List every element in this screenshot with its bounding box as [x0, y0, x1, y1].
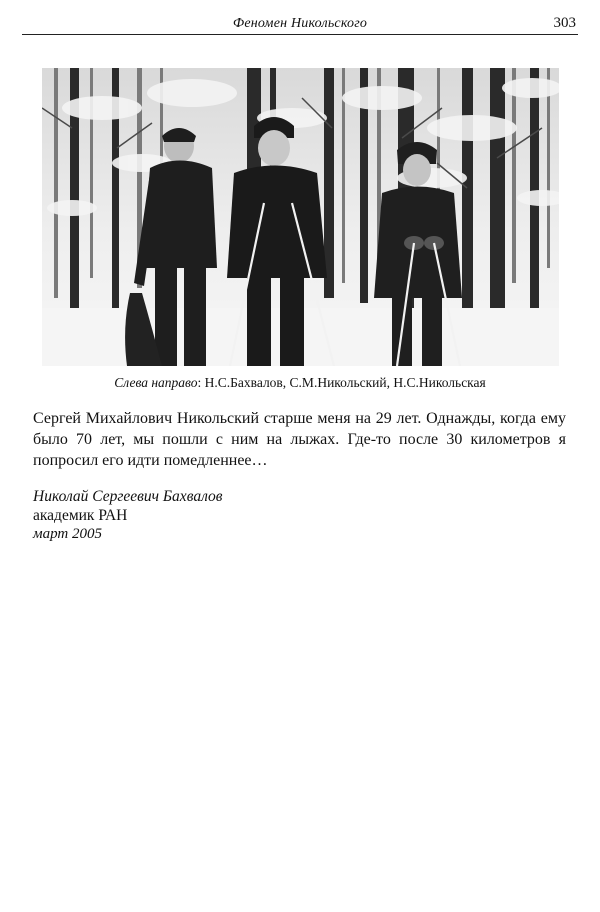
body-paragraph: Сергей Михайлович Никольский старше меня на 29 лет. Однажды, когда ему было 70 лет, мы пошли с ним на лыжах. Где-то после 30 километров я попросил его идти помедленнее… — [33, 410, 566, 469]
figure-caption — [22, 375, 578, 391]
caption-names: Н.С.Бахвалов, С.М.Никольский, Н.С.Никольская — [204, 375, 486, 390]
running-header — [22, 14, 578, 35]
author-date: март 2005 — [33, 526, 102, 542]
caption-lead: Слева направо — [114, 375, 198, 390]
author-name: Николай Сергеевич Бахвалов — [33, 488, 223, 505]
ski-photo — [42, 68, 559, 366]
author-title: академик РАН — [33, 507, 128, 524]
page-number: 303 — [553, 15, 576, 31]
caption-separator: : — [197, 375, 205, 390]
running-title: Феномен Никольского — [232, 16, 368, 31]
